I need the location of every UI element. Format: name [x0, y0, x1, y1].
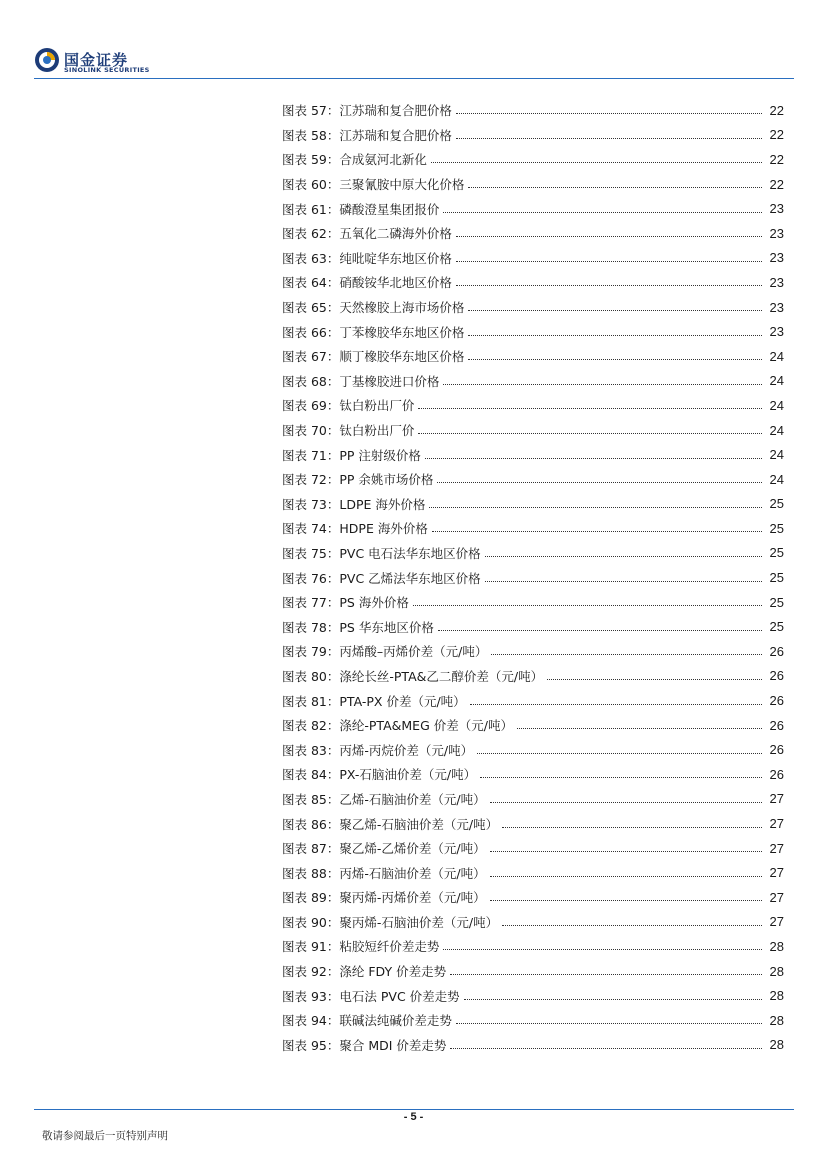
- toc-entry-page: 28: [769, 963, 784, 979]
- toc-entry-page: 23: [769, 201, 784, 217]
- sinolink-logo-icon: [34, 47, 60, 73]
- toc-leader-dots: [468, 176, 762, 188]
- toc-leader-dots: [502, 816, 762, 828]
- toc-entry-page: 26: [769, 742, 784, 758]
- toc-leader-dots: [443, 201, 762, 213]
- toc-entry[interactable]: [282, 934, 784, 959]
- toc-entry-title: 图表 78：PS 华东地区价格: [282, 619, 434, 635]
- toc-entry-title: 图表 58：江苏瑞和复合肥价格: [282, 127, 452, 143]
- toc-entry[interactable]: [282, 639, 784, 664]
- header-divider: [34, 78, 794, 79]
- toc-entry[interactable]: [282, 811, 784, 836]
- toc-leader-dots: [429, 496, 762, 508]
- toc-leader-dots: [438, 619, 762, 631]
- table-of-figures: [282, 98, 784, 1057]
- toc-entry[interactable]: [282, 418, 784, 443]
- toc-entry-page: 27: [769, 840, 784, 856]
- toc-entry[interactable]: [282, 590, 784, 615]
- toc-entry-title: 图表 64：硝酸铵华北地区价格: [282, 275, 452, 291]
- toc-leader-dots: [468, 324, 762, 336]
- toc-entry[interactable]: [282, 98, 784, 123]
- toc-leader-dots: [456, 250, 762, 262]
- toc-entry[interactable]: [282, 492, 784, 517]
- toc-entry-title: 图表 91：粘胶短纤价差走势: [282, 939, 440, 955]
- toc-entry-page: 26: [769, 766, 784, 782]
- toc-entry[interactable]: [282, 737, 784, 762]
- toc-entry-title: 图表 94：联碱法纯碱价差走势: [282, 1013, 452, 1029]
- toc-entry[interactable]: [282, 885, 784, 910]
- toc-leader-dots: [502, 914, 762, 926]
- toc-entry[interactable]: [282, 836, 784, 861]
- toc-entry[interactable]: [282, 393, 784, 418]
- toc-leader-dots: [456, 274, 762, 286]
- toc-entry-title: 图表 67：顺丁橡胶华东地区价格: [282, 349, 465, 365]
- toc-entry-title: 图表 73：LDPE 海外价格: [282, 496, 426, 512]
- toc-entry[interactable]: [282, 565, 784, 590]
- toc-entry-title: 图表 71：PP 注射级价格: [282, 447, 421, 463]
- toc-entry-page: 25: [769, 619, 784, 635]
- toc-entry-title: 图表 61：磷酸澄星集团报价: [282, 201, 440, 217]
- toc-entry[interactable]: [282, 246, 784, 271]
- toc-entry-title: 图表 95：聚合 MDI 价差走势: [282, 1037, 447, 1053]
- toc-entry[interactable]: [282, 1008, 784, 1033]
- toc-entry-title: 图表 85：乙烯-石脑油价差（元/吨）: [282, 791, 486, 807]
- toc-leader-dots: [480, 766, 762, 778]
- toc-entry[interactable]: [282, 344, 784, 369]
- toc-entry-page: 23: [769, 250, 784, 266]
- toc-entry[interactable]: [282, 541, 784, 566]
- toc-entry-page: 28: [769, 1012, 784, 1028]
- toc-leader-dots: [413, 594, 762, 606]
- toc-entry-title: 图表 83：丙烯-丙烷价差（元/吨）: [282, 742, 474, 758]
- toc-entry[interactable]: [282, 319, 784, 344]
- toc-leader-dots: [468, 348, 762, 360]
- toc-leader-dots: [490, 889, 762, 901]
- toc-entry-title: 图表 74：HDPE 海外价格: [282, 521, 428, 537]
- toc-entry-page: 23: [769, 225, 784, 241]
- toc-leader-dots: [490, 865, 762, 877]
- toc-entry-page: 22: [769, 102, 784, 118]
- toc-entry-page: 24: [769, 397, 784, 413]
- toc-entry-title: 图表 81：PTA-PX 价差（元/吨）: [282, 693, 466, 709]
- toc-entry-page: 24: [769, 447, 784, 463]
- toc-entry-page: 24: [769, 471, 784, 487]
- toc-entry[interactable]: [282, 295, 784, 320]
- toc-entry[interactable]: [282, 713, 784, 738]
- toc-entry[interactable]: [282, 614, 784, 639]
- toc-entry-title: 图表 70：钛白粉出厂价: [282, 423, 415, 439]
- toc-leader-dots: [490, 840, 762, 852]
- toc-entry-title: 图表 90：聚丙烯-石脑油价差（元/吨）: [282, 914, 499, 930]
- toc-entry-page: 25: [769, 570, 784, 586]
- toc-entry-title: 图表 77：PS 海外价格: [282, 595, 409, 611]
- toc-entry-title: 图表 80：涤纶长丝-PTA&乙二醇价差（元/吨）: [282, 668, 544, 684]
- toc-entry[interactable]: [282, 147, 784, 172]
- toc-leader-dots: [456, 102, 762, 114]
- toc-entry-title: 图表 76：PVC 乙烯法华东地区价格: [282, 570, 481, 586]
- toc-entry-page: 22: [769, 176, 784, 192]
- toc-entry-title: 图表 89：聚丙烯-丙烯价差（元/吨）: [282, 890, 486, 906]
- toc-entry-title: 图表 84：PX-石脑油价差（元/吨）: [282, 767, 477, 783]
- toc-entry[interactable]: [282, 762, 784, 787]
- toc-leader-dots: [490, 791, 762, 803]
- toc-entry-page: 25: [769, 520, 784, 536]
- toc-entry-page: 25: [769, 545, 784, 561]
- toc-entry-page: 23: [769, 274, 784, 290]
- toc-leader-dots: [443, 373, 762, 385]
- toc-entry-page: 27: [769, 816, 784, 832]
- toc-leader-dots: [443, 938, 762, 950]
- toc-entry-page: 28: [769, 938, 784, 954]
- toc-entry-title: 图表 82：涤纶-PTA&MEG 价差（元/吨）: [282, 718, 513, 734]
- toc-leader-dots: [491, 643, 762, 655]
- toc-leader-dots: [450, 963, 762, 975]
- toc-leader-dots: [468, 299, 762, 311]
- logo-english-text: SINOLINK SECURITIES: [64, 66, 150, 74]
- toc-entry-page: 27: [769, 914, 784, 930]
- toc-entry[interactable]: [282, 959, 784, 984]
- toc-entry-page: 24: [769, 422, 784, 438]
- toc-leader-dots: [418, 397, 762, 409]
- toc-entry[interactable]: [282, 172, 784, 197]
- toc-entry-page: 22: [769, 127, 784, 143]
- toc-entry-page: 23: [769, 324, 784, 340]
- toc-entry-title: 图表 79：丙烯酸–丙烯价差（元/吨）: [282, 644, 488, 660]
- toc-entry-page: 26: [769, 643, 784, 659]
- toc-leader-dots: [470, 693, 762, 705]
- toc-entry-title: 图表 62：五氧化二磷海外价格: [282, 226, 452, 242]
- toc-entry-page: 28: [769, 1037, 784, 1053]
- toc-entry-title: 图表 86：聚乙烯-石脑油价差（元/吨）: [282, 816, 499, 832]
- toc-entry-title: 图表 87：聚乙烯-乙烯价差（元/吨）: [282, 841, 486, 857]
- toc-entry-page: 26: [769, 717, 784, 733]
- page-header: [0, 0, 827, 82]
- logo-chinese-text: 国金证券: [64, 51, 129, 69]
- toc-entry-title: 图表 75：PVC 电石法华东地区价格: [282, 545, 481, 561]
- toc-entry-title: 图表 60：三聚氰胺中原大化价格: [282, 177, 465, 193]
- toc-entry[interactable]: [282, 983, 784, 1008]
- toc-entry-title: 图表 93：电石法 PVC 价差走势: [282, 988, 460, 1004]
- toc-entry-title: 图表 57：江苏瑞和复合肥价格: [282, 103, 452, 119]
- toc-entry-title: 图表 68：丁基橡胶进口价格: [282, 373, 440, 389]
- toc-entry-title: 图表 66：丁苯橡胶华东地区价格: [282, 324, 465, 340]
- toc-entry[interactable]: [282, 1033, 784, 1058]
- toc-entry-page: 26: [769, 693, 784, 709]
- toc-entry-page: 27: [769, 889, 784, 905]
- company-logo: [34, 47, 164, 77]
- toc-entry-title: 图表 92：涤纶 FDY 价差走势: [282, 964, 447, 980]
- toc-leader-dots: [450, 1037, 762, 1049]
- toc-leader-dots: [547, 668, 762, 680]
- toc-leader-dots: [485, 545, 762, 557]
- toc-entry-title: 图表 69：钛白粉出厂价: [282, 398, 415, 414]
- toc-leader-dots: [418, 422, 762, 434]
- toc-entry-page: 22: [769, 151, 784, 167]
- toc-leader-dots: [431, 151, 762, 163]
- toc-leader-dots: [432, 520, 762, 532]
- toc-entry[interactable]: [282, 221, 784, 246]
- toc-entry[interactable]: [282, 787, 784, 812]
- toc-leader-dots: [425, 447, 762, 459]
- toc-entry-title: 图表 63：纯吡啶华东地区价格: [282, 250, 452, 266]
- page-number: - 5 -: [403, 1111, 424, 1123]
- toc-leader-dots: [464, 988, 762, 1000]
- toc-leader-dots: [437, 471, 762, 483]
- footer-divider: [34, 1109, 794, 1110]
- toc-entry-page: 23: [769, 299, 784, 315]
- toc-entry[interactable]: [282, 688, 784, 713]
- toc-entry[interactable]: [282, 196, 784, 221]
- toc-entry-page: 28: [769, 988, 784, 1004]
- toc-entry[interactable]: [282, 910, 784, 935]
- toc-entry[interactable]: [282, 664, 784, 689]
- toc-entry-page: 25: [769, 496, 784, 512]
- toc-entry[interactable]: [282, 442, 784, 467]
- toc-entry-title: 图表 59：合成氨河北新化: [282, 152, 427, 168]
- toc-entry-page: 26: [769, 668, 784, 684]
- toc-entry-page: 24: [769, 348, 784, 364]
- toc-leader-dots: [485, 570, 762, 582]
- toc-entry[interactable]: [282, 270, 784, 295]
- toc-entry-page: 24: [769, 373, 784, 389]
- toc-entry[interactable]: [282, 369, 784, 394]
- toc-entry[interactable]: [282, 123, 784, 148]
- toc-entry-page: 27: [769, 791, 784, 807]
- disclaimer-text: 敬请参阅最后一页特别声明: [42, 1130, 168, 1142]
- toc-entry-page: 27: [769, 865, 784, 881]
- toc-entry-title: 图表 88：丙烯-石脑油价差（元/吨）: [282, 865, 486, 881]
- toc-entry[interactable]: [282, 467, 784, 492]
- toc-leader-dots: [477, 742, 762, 754]
- toc-leader-dots: [517, 717, 762, 729]
- toc-entry-page: 25: [769, 594, 784, 610]
- toc-entry[interactable]: [282, 860, 784, 885]
- toc-entry-title: 图表 72：PP 余姚市场价格: [282, 472, 434, 488]
- toc-leader-dots: [456, 127, 762, 139]
- toc-leader-dots: [456, 1012, 762, 1024]
- toc-entry[interactable]: [282, 516, 784, 541]
- toc-entry-title: 图表 65：天然橡胶上海市场价格: [282, 300, 465, 316]
- toc-leader-dots: [456, 225, 762, 237]
